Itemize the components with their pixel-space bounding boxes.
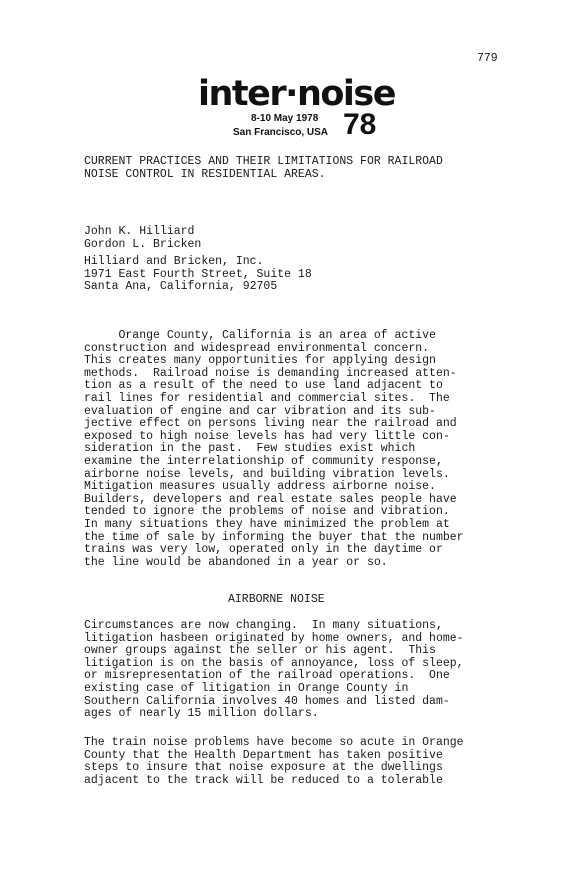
text-line: tion as a result of the need to use land adjacent to <box>84 379 443 393</box>
affiliation-line: Santa Ana, California, 92705 <box>84 280 278 294</box>
text-line: evaluation of engine and car vibration and its sub- <box>84 404 436 418</box>
text-line: existing case of litigation in Orange County in <box>84 681 409 695</box>
text-line: owner groups against the seller or his agent. This <box>84 644 436 658</box>
text-line: Mitigation measures usually address airborne noise. <box>84 480 436 494</box>
text-line: construction and widespread environmental concern. <box>84 341 430 355</box>
paper-title <box>84 156 443 181</box>
affiliation-line: 1971 East Fourth Street, Suite 18 <box>84 267 312 281</box>
text-line: County that the Health Department has taken positive <box>84 748 443 762</box>
section-heading: AIRBORNE NOISE <box>228 593 325 606</box>
text-line: The train noise problems have become so acute in Orange <box>84 736 464 749</box>
text-line: This creates many opportunities for applying design <box>84 354 436 368</box>
author-name: John K. Hilliard <box>84 225 195 238</box>
title-line: CURRENT PRACTICES AND THEIR LIMITATIONS FOR RAILROAD <box>84 155 443 168</box>
text-line: Southern California involves 40 homes and listed dam- <box>84 694 450 708</box>
text-line: exposed to high noise levels has had very little con- <box>84 429 450 443</box>
page-number: 779 <box>477 52 498 65</box>
logo-year: 78 <box>343 108 377 141</box>
text-line: ages of nearly 15 million dollars. <box>84 707 319 721</box>
affiliation-line: Hilliard and Bricken, Inc. <box>84 255 264 268</box>
text-line: examine the interrelationship of community response, <box>84 454 443 468</box>
text-line: Builders, developers and real estate sales people have <box>84 492 457 506</box>
intro-paragraph <box>84 330 464 569</box>
body-paragraph <box>84 620 464 721</box>
text-line: the line would be abandoned in a year or so. <box>84 555 388 569</box>
text-line: litigation is on the basis of annoyance, loss of sleep, <box>84 656 464 670</box>
text-line: rail lines for residential and commercial sites. The <box>84 391 450 405</box>
logo-place: San Francisco, USA <box>233 127 329 138</box>
text-line: steps to insure that noise exposure at the dwellings <box>84 761 443 775</box>
conference-logo <box>195 74 395 146</box>
logo-date: 8-10 May 1978 <box>251 113 319 124</box>
text-line: litigation hasbeen originated by home owners, and home- <box>84 631 464 645</box>
affiliation <box>84 256 312 294</box>
title-line: NOISE CONTROL IN RESIDENTIAL AREAS. <box>84 167 326 181</box>
text-line: methods. Railroad noise is demanding increased atten- <box>84 366 457 380</box>
text-line: Circumstances are now changing. In many situations, <box>84 619 443 632</box>
text-line: jective effect on persons living near the railroad and <box>84 417 457 431</box>
text-line: or misrepresentation of the railroad operations. One <box>84 669 450 683</box>
text-line: sideration in the past. Few studies exist which <box>84 442 416 456</box>
author-name: Gordon L. Bricken <box>84 237 202 251</box>
author-list <box>84 226 201 251</box>
text-line: airborne noise levels, and building vibration levels. <box>84 467 450 481</box>
text-line: the time of sale by informing the buyer that the number <box>84 530 464 544</box>
text-line: trains was very low, operated only in the daytime or <box>84 543 443 557</box>
text-line: adjacent to the track will be reduced to a tolerable <box>84 773 443 787</box>
logo-wordmark: inter·noise <box>198 74 395 114</box>
body-paragraph <box>84 737 464 787</box>
text-line: In many situations they have minimized the problem at <box>84 517 450 531</box>
text-line: tended to ignore the problems of noise and vibration. <box>84 505 450 519</box>
text-line: Orange County, California is an area of active <box>84 329 436 342</box>
